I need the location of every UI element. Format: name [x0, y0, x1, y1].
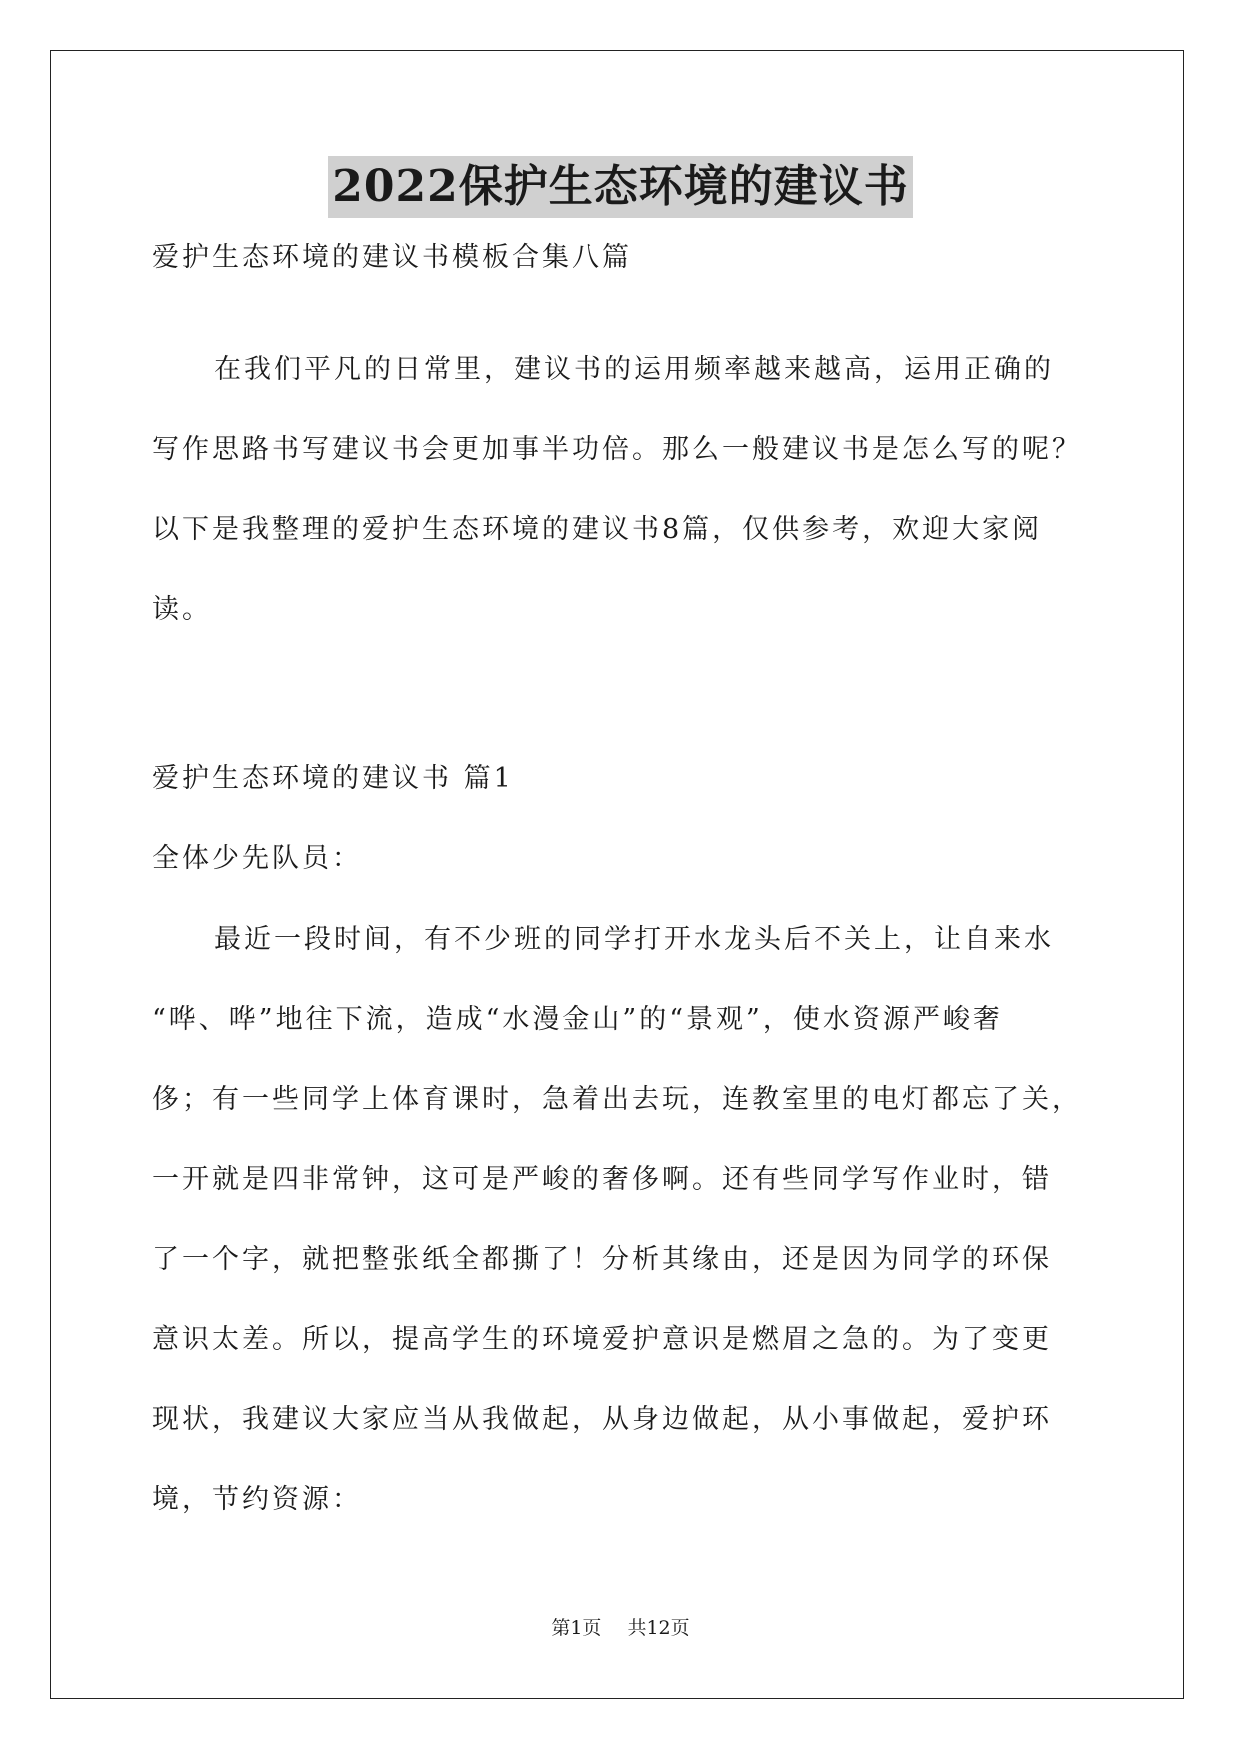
- body-line-8: 境，节约资源：: [152, 1484, 362, 1515]
- body-line-6: 意识太差。所以，提高学生的环境爱护意识是燃眉之急的。为了变更: [152, 1324, 1052, 1355]
- salutation: 全体少先队员：: [152, 843, 362, 874]
- body-line-5: 了一个字，就把整张纸全都撕了！分析其缘由，还是因为同学的环保: [152, 1244, 1052, 1275]
- title-container: [0, 156, 1241, 218]
- page-number-current: 第1页: [551, 1617, 602, 1639]
- section-heading: 爱护生态环境的建议书 篇1: [152, 763, 514, 794]
- intro-line-1: 在我们平凡的日常里，建议书的运用频率越来越高，运用正确的: [214, 354, 1054, 385]
- page-number-total: 共12页: [627, 1617, 690, 1639]
- document-title: 2022保护生态环境的建议书: [328, 156, 912, 218]
- body-line-3: 侈；有一些同学上体育课时，急着出去玩，连教室里的电灯都忘了关，: [152, 1084, 1082, 1115]
- intro-line-4: 读。: [152, 594, 212, 625]
- body-line-2: “哗、哗”地往下流，造成“水漫金山”的“景观”，使水资源严峻奢: [152, 1004, 1003, 1035]
- intro-line-2: 写作思路书写建议书会更加事半功倍。那么一般建议书是怎么写的呢？: [152, 434, 1082, 465]
- body-line-1: 最近一段时间，有不少班的同学打开水龙头后不关上，让自来水: [214, 924, 1054, 955]
- page-footer: [0, 1616, 1241, 1640]
- document-subtitle: 爱护生态环境的建议书模板合集八篇: [152, 242, 632, 273]
- intro-line-3: 以下是我整理的爱护生态环境的建议书8篇，仅供参考，欢迎大家阅: [152, 514, 1043, 545]
- body-line-4: 一开就是四非常钟，这可是严峻的奢侈啊。还有些同学写作业时，错: [152, 1164, 1052, 1195]
- body-line-7: 现状，我建议大家应当从我做起，从身边做起，从小事做起，爱护环: [152, 1404, 1052, 1435]
